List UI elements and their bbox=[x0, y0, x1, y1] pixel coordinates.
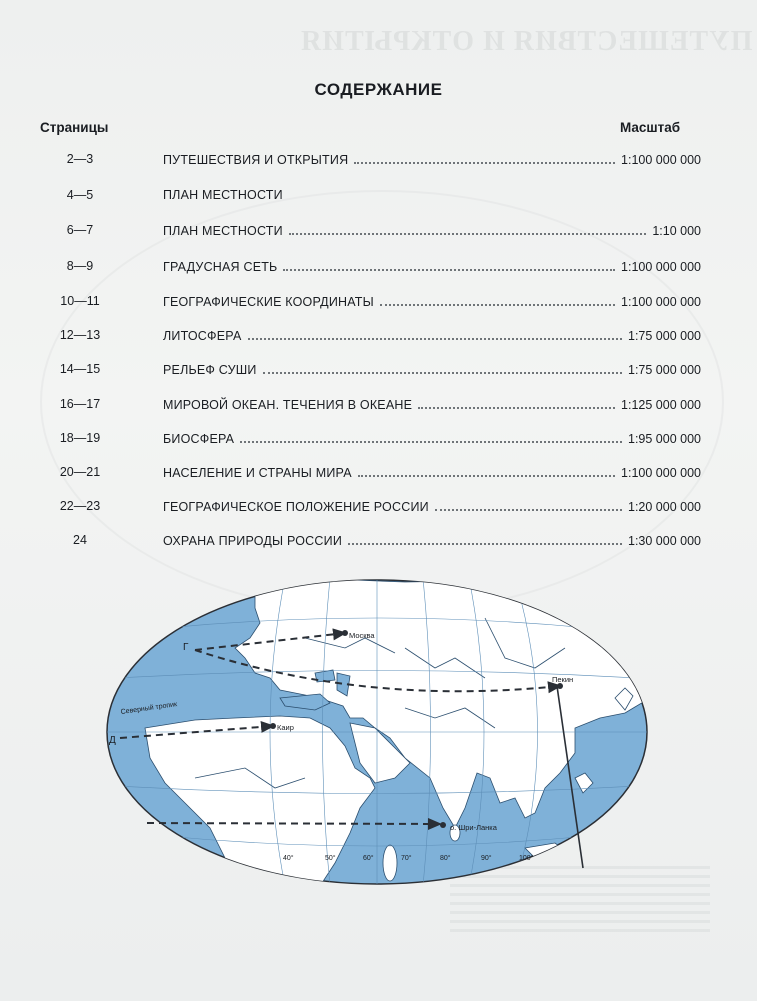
toc-scale: 1:75 000 000 bbox=[628, 329, 701, 343]
toc-scale: 1:100 000 000 bbox=[621, 260, 701, 274]
label-point-g: Г bbox=[183, 642, 189, 653]
toc-title: ГРАДУСНАЯ СЕТЬ bbox=[163, 260, 278, 274]
dot-leader bbox=[435, 499, 622, 511]
toc-scale: 1:20 000 000 bbox=[628, 500, 701, 514]
toc-row[interactable] bbox=[0, 463, 757, 485]
toc-pages: 10—11 bbox=[60, 294, 100, 308]
toc-title: РЕЛЬЕФ СУШИ bbox=[163, 363, 257, 377]
toc-pages: 6—7 bbox=[66, 223, 94, 237]
toc-row[interactable] bbox=[0, 292, 757, 314]
dot-leader bbox=[358, 465, 615, 477]
toc-row[interactable] bbox=[0, 531, 757, 553]
toc-row[interactable] bbox=[0, 360, 757, 382]
dot-leader bbox=[248, 328, 623, 340]
label-point-d: Д bbox=[109, 735, 116, 746]
page-title: СОДЕРЖАНИЕ bbox=[314, 80, 443, 99]
toc-scale: 1:100 000 000 bbox=[621, 466, 701, 480]
toc-scale: 1:30 000 000 bbox=[628, 534, 701, 548]
dot-leader bbox=[283, 259, 615, 271]
toc-title: МИРОВОЙ ОКЕАН. ТЕЧЕНИЯ В ОКЕАНЕ bbox=[163, 398, 413, 412]
label-beijing: Пекин bbox=[552, 675, 574, 684]
toc-pages: 8—9 bbox=[66, 259, 94, 273]
toc-pages: 24 bbox=[73, 533, 87, 547]
toc-pages: 18—19 bbox=[59, 431, 101, 445]
toc-row[interactable] bbox=[0, 221, 757, 243]
toc-pages: 14—15 bbox=[59, 362, 101, 376]
toc-title: ПЛАН МЕСТНОСТИ bbox=[163, 224, 283, 238]
dot-leader bbox=[348, 533, 622, 545]
dot-leader bbox=[240, 431, 622, 443]
toc-title: ПУТЕШЕСТВИЯ И ОТКРЫТИЯ bbox=[163, 153, 349, 167]
label-moscow: Москва bbox=[349, 631, 375, 640]
toc-scale: 1:125 000 000 bbox=[621, 398, 701, 412]
toc-row[interactable] bbox=[0, 429, 757, 451]
toc-scale: 1:10 000 bbox=[652, 224, 701, 238]
toc-scale: 1:95 000 000 bbox=[628, 432, 701, 446]
pages-column-header: Страницы bbox=[40, 120, 109, 135]
toc-title: ПЛАН МЕСТНОСТИ bbox=[163, 188, 283, 202]
dot-leader bbox=[263, 362, 622, 374]
bleed-through-title: ПУТЕШЕСТВИЯ И ОТКРЫТИЯ bbox=[300, 26, 753, 57]
toc-pages: 22—23 bbox=[59, 499, 101, 513]
toc-title: ОХРАНА ПРИРОДЫ РОССИИ bbox=[163, 534, 343, 548]
dot-leader bbox=[289, 223, 647, 235]
toc-pages: 16—17 bbox=[59, 397, 101, 411]
meridian-label: 100° bbox=[519, 855, 534, 862]
toc-pages: 20—21 bbox=[59, 465, 101, 479]
toc-title: ЛИТОСФЕРА bbox=[163, 329, 242, 343]
label-tropic: Северный тропик bbox=[120, 701, 178, 716]
meridian-label: 60° bbox=[363, 855, 374, 862]
toc-row[interactable] bbox=[0, 257, 757, 279]
toc-row[interactable] bbox=[0, 497, 757, 519]
toc-title: НАСЕЛЕНИЕ И СТРАНЫ МИРА bbox=[163, 466, 352, 480]
meridian-label: 50° bbox=[325, 855, 336, 862]
dot-leader bbox=[354, 152, 615, 164]
label-sri-lanka: о. Шри-Ланка bbox=[450, 823, 497, 832]
toc-scale: 1:75 000 000 bbox=[628, 363, 701, 377]
toc-row[interactable] bbox=[0, 395, 757, 417]
label-cairo: Каир bbox=[277, 723, 294, 732]
meridian-label: 80° bbox=[440, 855, 451, 862]
toc-title: ГЕОГРАФИЧЕСКОЕ ПОЛОЖЕНИЕ РОССИИ bbox=[163, 500, 429, 514]
toc-row[interactable] bbox=[0, 150, 757, 172]
meridian-label: 40° bbox=[283, 855, 294, 862]
toc-scale: 1:100 000 000 bbox=[621, 295, 701, 309]
toc-row[interactable] bbox=[0, 326, 757, 348]
toc-pages: 4—5 bbox=[66, 188, 94, 202]
toc-pages: 2—3 bbox=[66, 152, 94, 166]
dot-leader bbox=[418, 397, 615, 409]
toc-scale: 1:100 000 000 bbox=[621, 153, 701, 167]
toc-title: ГЕОГРАФИЧЕСКИЕ КООРДИНАТЫ bbox=[163, 295, 374, 309]
meridian-label: 90° bbox=[481, 855, 492, 862]
scale-column-header: Масштаб bbox=[620, 120, 681, 135]
dot-leader bbox=[380, 294, 615, 306]
toc-row[interactable] bbox=[0, 186, 757, 208]
toc-pages: 12—13 bbox=[59, 328, 101, 342]
meridian-label: 70° bbox=[401, 855, 412, 862]
route-map bbox=[105, 578, 650, 886]
toc-title: БИОСФЕРА bbox=[163, 432, 235, 446]
